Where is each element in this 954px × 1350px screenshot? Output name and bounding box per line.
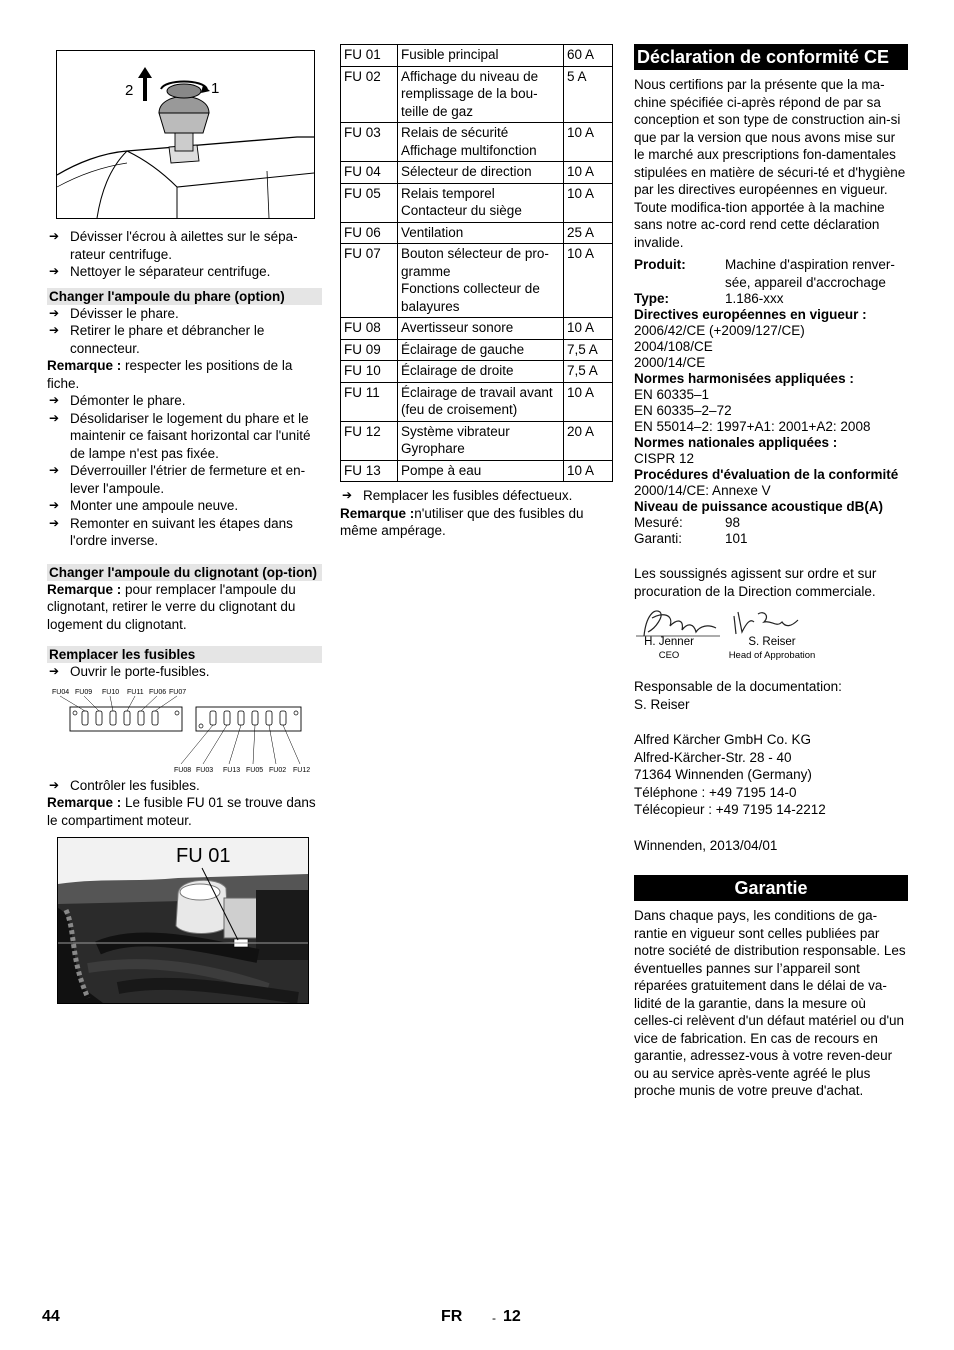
fuse-row	[341, 45, 613, 67]
fuse-label-bottom: FU02	[269, 766, 287, 774]
remark-label: Remarque :	[47, 795, 122, 810]
fuse-label-top: FU11	[127, 688, 144, 696]
fuse-row	[341, 66, 613, 123]
remark-text: respecter les positions de la fiche.	[47, 358, 293, 391]
address-line: Téléphone : +49 7195 14-0	[634, 784, 797, 800]
fuse-description: Avertisseur sonore	[398, 318, 564, 340]
middle-column	[340, 44, 613, 540]
fuse-holder-diagram	[47, 681, 322, 777]
national-standards-label: Normes nationales appliquées :	[634, 435, 838, 450]
remark	[47, 581, 322, 634]
fuse-row	[341, 361, 613, 383]
type-value: 1.186-xxx	[725, 291, 784, 306]
signer-1-name: H. Jenner	[644, 636, 694, 648]
centrifugal-separator-illustration	[57, 51, 314, 218]
declaration-heading: Déclaration de conformité CE	[634, 44, 908, 70]
fuse-label-top: FU10	[102, 688, 120, 696]
fuse-description: Affichage du niveau de remplissage de la bou-teille de gaz	[398, 66, 564, 123]
address-line: 71364 Winnenden (Germany)	[634, 767, 812, 782]
procedure-value: 2000/14/CE: Annexe V	[634, 483, 771, 498]
measured-label: Mesuré:	[634, 515, 683, 530]
standards-label: Normes harmonisées appliquées :	[634, 371, 854, 386]
place-date: Winnenden, 2013/04/01	[634, 837, 778, 853]
instruction-step: ➔ Nettoyer le séparateur centrifuge.	[47, 263, 322, 281]
remark-label: Remarque :	[340, 505, 415, 521]
fuse-label-top: FU09	[75, 688, 93, 696]
remark	[340, 505, 613, 540]
directive-value: 2004/108/CE	[634, 339, 713, 354]
fuse-row	[341, 123, 613, 162]
signer-2-role: Head of Approbation	[728, 650, 816, 661]
instruction-step: ➔ Retirer le phare et débrancher le connecteur.	[47, 322, 322, 357]
fuse-amperage: 10 A	[564, 318, 613, 340]
fuse-description: Ventilation	[398, 222, 564, 244]
fu01-photo-label: FU 01	[176, 845, 231, 867]
fuse-row	[341, 382, 613, 421]
instruction-step: ➔ Désolidariser le logement du phare et le maintenir ce faisant horizontal car l'unité de lampe n'est pas fixée.	[47, 410, 322, 463]
fuse-id: FU 12	[341, 421, 398, 460]
fuse-label-bottom: FU05	[246, 766, 264, 774]
fuse-id: FU 01	[341, 45, 398, 67]
warranty-heading: Garantie	[634, 875, 908, 901]
left-column	[47, 50, 322, 1004]
directive-value: 2006/42/CE (+2009/127/CE)	[634, 323, 805, 338]
fuse-description: Bouton sélecteur de pro-gramme Fonctions collecteur de balayures	[398, 244, 564, 318]
warranty-text: Dans chaque pays, les conditions de ga-rantie en vigueur sont celles publiées par notre société de distribution responsable. Les éventuelles pannes sur l’appareil sont réparées gratuitement dans le délai de va-lidité de la garantie, dans la mesure où celles-ci relèvent d'un défaut matériel ou d'un vice de fabrication. En cas de recours en garantie, adressez-vous à votre reven-deur ou au service après-vente agréé le plus proche munis de votre preuve d'achat.	[634, 908, 906, 1098]
fuse-label-bottom: FU12	[293, 766, 311, 774]
fuse-id: FU 13	[341, 460, 398, 482]
fuse-id: FU 09	[341, 339, 398, 361]
fuse-amperage: 7,5 A	[564, 339, 613, 361]
instruction-step: ➔ Remplacer les fusibles défectueux.	[340, 487, 613, 505]
type-label: Type:	[634, 291, 670, 306]
fuse-id: FU 10	[341, 361, 398, 383]
fuse-label-top: FU06	[149, 688, 167, 696]
instruction-step: ➔ Ouvrir le porte-fusibles.	[47, 663, 322, 681]
product-row	[634, 256, 908, 291]
fuse-amperage: 10 A	[564, 244, 613, 318]
fuse-amperage: 7,5 A	[564, 361, 613, 383]
doc-responsible-line: S. Reiser	[634, 696, 690, 712]
fuse-table	[340, 44, 613, 482]
fuse-id: FU 06	[341, 222, 398, 244]
product-label: Produit:	[634, 257, 686, 272]
fuse-row	[341, 339, 613, 361]
fuse-description: Sélecteur de direction	[398, 162, 564, 184]
fuse-description: Éclairage de gauche	[398, 339, 564, 361]
fuse-id: FU 02	[341, 66, 398, 123]
fuse-amperage: 10 A	[564, 183, 613, 222]
address-line: Alfred-Kärcher-Str. 28 - 40	[634, 749, 792, 765]
instruction-step: ➔ Contrôler les fusibles.	[47, 777, 322, 795]
directive-value: 2000/14/CE	[634, 355, 706, 370]
address-line: Alfred Kärcher GmbH Co. KG	[634, 732, 812, 747]
figure-label-2: 2	[125, 82, 134, 99]
fuse-row	[341, 460, 613, 482]
guaranteed-row	[634, 531, 908, 547]
fuse-id: FU 11	[341, 382, 398, 421]
procedure-label: Procédures d'évaluation de la conformité	[634, 467, 899, 482]
instruction-step: ➔ Dévisser le phare.	[47, 305, 322, 323]
declaration-text: Nous certifions par la présente que la ma-chine spécifiée ci-après répond de par sa conception et son type de construction ain-si que par la version que nous avons mise sur le marché aux prescriptions fon-damentales stipulées en matière de sécuri-té et d'hygiène par les directives européennes en vigueur. Toute modifica-tion apportée à la machine sans notre ac-cord rend cette déclaration invalide.	[634, 77, 906, 250]
fuse-id: FU 04	[341, 162, 398, 184]
fuse-row	[341, 162, 613, 184]
fuse-description: Relais temporel Contacteur du siège	[398, 183, 564, 222]
right-column	[634, 44, 908, 1100]
measured-value: 98	[725, 515, 741, 530]
fuse-row	[341, 318, 613, 340]
doc-responsible-line: Responsable de la documentation:	[634, 679, 842, 694]
fuse-description: Système vibrateur Gyrophare	[398, 421, 564, 460]
remark-label: Remarque :	[47, 581, 122, 597]
signer-1-role: CEO	[658, 650, 680, 661]
fuse-amperage: 25 A	[564, 222, 613, 244]
fuse-description: Fusible principal	[398, 45, 564, 67]
fuse-row	[341, 183, 613, 222]
figure-label-1: 1	[211, 80, 220, 97]
remark-text: pour remplacer l'ampoule du clignotant, retirer le verre du clignotant du logement du clignotant.	[47, 581, 296, 632]
address-line: Télécopieur : +49 7195 14-2212	[634, 802, 826, 817]
measured-row	[634, 515, 908, 531]
fuse-row	[341, 222, 613, 244]
fuse-description: Éclairage de travail avant (feu de croisement)	[398, 382, 564, 421]
remark	[47, 794, 322, 829]
standard-value: EN 60335–1	[634, 387, 710, 402]
fuse-holder-illustration	[47, 681, 322, 777]
fuse-amperage: 20 A	[564, 421, 613, 460]
fuse-id: FU 05	[341, 183, 398, 222]
instruction-step: ➔ Dévisser l'écrou à ailettes sur le sépa-rateur centrifuge.	[47, 228, 322, 263]
remark-text: Le fusible FU 01 se trouve dans le compartiment moteur.	[47, 795, 316, 828]
fuse-amperage: 60 A	[564, 45, 613, 67]
fuse-label-top: FU04	[52, 688, 70, 696]
fuse-description: Éclairage de droite	[398, 361, 564, 383]
fuse-description: Pompe à eau	[398, 460, 564, 482]
fuse-amperage: 10 A	[564, 460, 613, 482]
separator-figure	[56, 50, 315, 219]
section-heading-headlight: Changer l'ampoule du phare (option)	[47, 288, 322, 305]
sub-page-number: 12	[503, 1308, 521, 1325]
fuse-amperage: 10 A	[564, 123, 613, 162]
fuse-amperage: 10 A	[564, 162, 613, 184]
fuse-label-bottom: FU13	[223, 766, 241, 774]
instruction-step: ➔ Déverrouiller l'étrier de fermeture et en-lever l'ampoule.	[47, 462, 322, 497]
instruction-step: ➔ Monter une ampoule neuve.	[47, 497, 322, 515]
remark	[47, 357, 322, 392]
guaranteed-value: 101	[725, 531, 748, 546]
instruction-step: ➔ Remonter en suivant les étapes dans l'ordre inverse.	[47, 515, 322, 550]
remark-label: Remarque :	[47, 358, 122, 373]
footer-separator: -	[492, 1311, 496, 1325]
fuse-id: FU 07	[341, 244, 398, 318]
language-code: FR	[441, 1308, 463, 1325]
engine-compartment-photo	[57, 837, 309, 1004]
standard-value: EN 55014–2: 1997+A1: 2001+A2: 2008	[634, 419, 871, 434]
fuse-row	[341, 421, 613, 460]
type-row	[634, 291, 908, 307]
instruction-step: ➔ Démonter le phare.	[47, 392, 322, 410]
noise-level-label: Niveau de puissance acoustique dB(A)	[634, 499, 884, 514]
fuse-amperage: 5 A	[564, 66, 613, 123]
page-number: 44	[42, 1308, 60, 1325]
fuse-id: FU 08	[341, 318, 398, 340]
guaranteed-label: Garanti:	[634, 531, 683, 546]
fuse-description: Relais de sécurité Affichage multifonction	[398, 123, 564, 162]
signature-block	[634, 606, 908, 666]
remark-text: n'utiliser que des fusibles du même ampérage.	[340, 505, 584, 538]
section-heading-fuses: Remplacer les fusibles	[47, 646, 322, 663]
fuse-label-bottom: FU03	[196, 766, 214, 774]
fuse-row	[341, 244, 613, 318]
national-standard-value: CISPR 12	[634, 451, 695, 466]
engine-photo-illustration	[58, 838, 308, 1003]
product-value: Machine d'aspiration renver-sée, appareil d'accrochage	[725, 257, 895, 290]
fuse-id: FU 03	[341, 123, 398, 162]
signer-2-name: S. Reiser	[748, 636, 796, 648]
section-heading-turn-signal: Changer l'ampoule du clignotant (op-tion)	[47, 564, 322, 581]
signers-text: Les soussignés agissent sur ordre et sur procuration de la Direction commerciale.	[634, 566, 877, 599]
fuse-label-bottom: FU08	[174, 766, 192, 774]
standard-value: EN 60335–2–72	[634, 403, 732, 418]
fuse-amperage: 10 A	[564, 382, 613, 421]
directives-label: Directives européennes en vigueur :	[634, 307, 867, 322]
fuse-label-top: FU07	[169, 688, 187, 696]
